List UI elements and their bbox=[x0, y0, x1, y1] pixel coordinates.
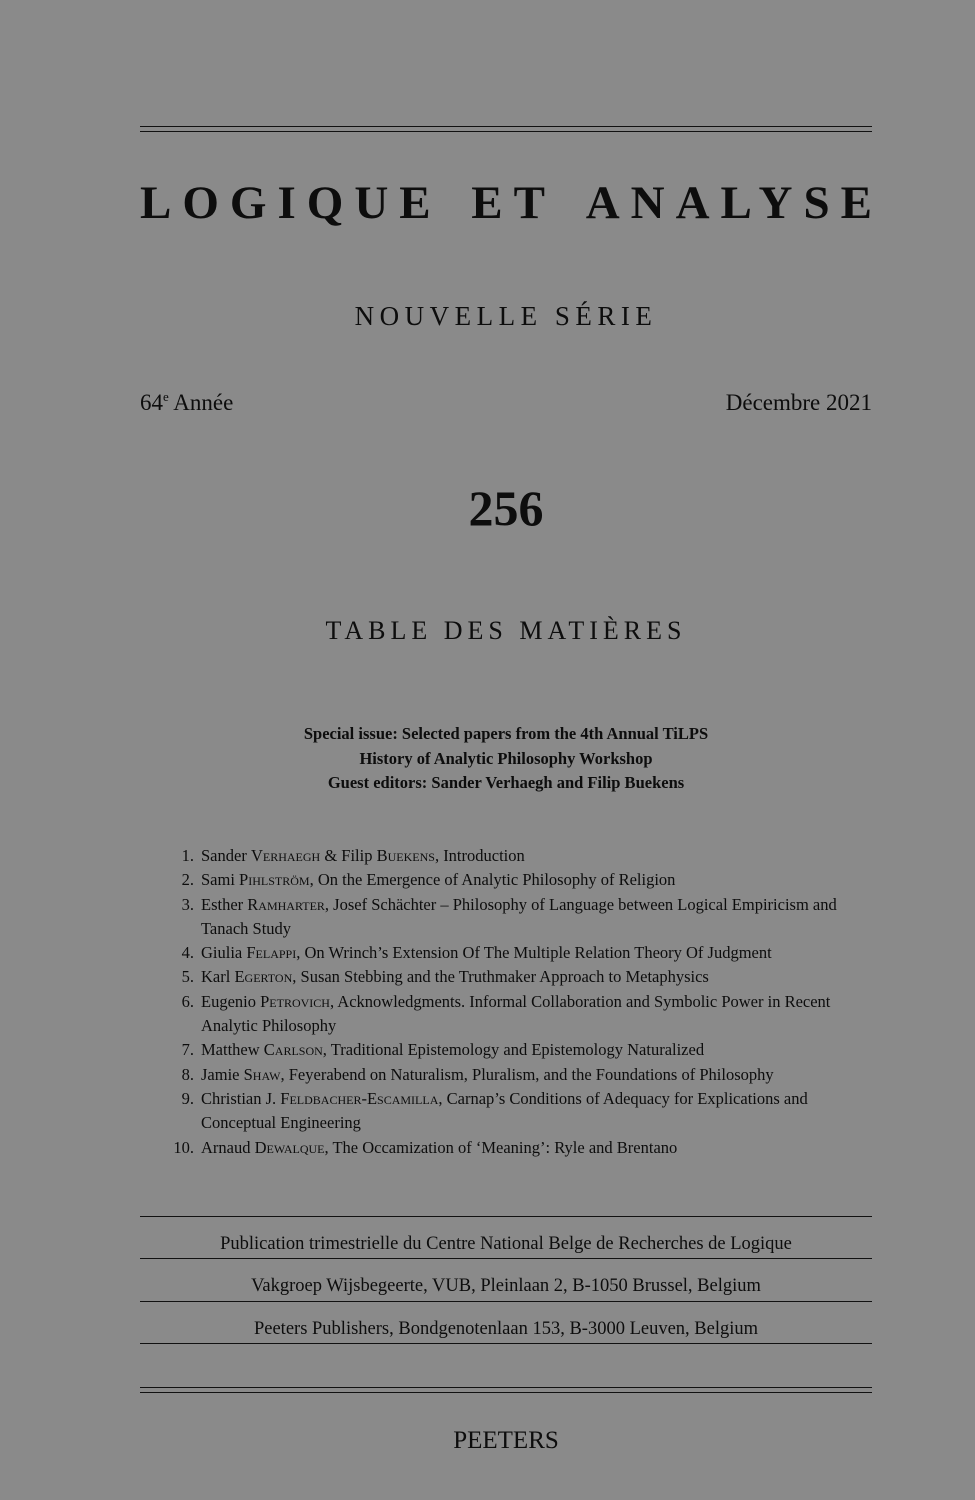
journal-title-word-3: ANALYSE bbox=[585, 177, 883, 229]
publication-line-2: Vakgroep Wijsbegeerte, VUB, Pleinlaan 2, B-1050 Brussel, Belgium bbox=[251, 1276, 761, 1296]
author-first-name: Karl bbox=[201, 967, 235, 987]
article-title: , On the Emergence of Analytic Philosophy of Religion bbox=[309, 870, 676, 890]
article-entry bbox=[201, 941, 862, 965]
issue-date: Décembre 2021 bbox=[725, 390, 872, 415]
author-first-name: Matthew bbox=[201, 1040, 264, 1060]
author-last-name: Ramharter bbox=[247, 894, 325, 914]
article-title: , Traditional Epistemology and Epistemology Naturalized bbox=[322, 1040, 705, 1060]
list-item bbox=[162, 990, 862, 1039]
article-title: , Susan Stebbing and the Truthmaker Approach to Metaphysics bbox=[292, 967, 709, 987]
pub-rule-4 bbox=[140, 1343, 872, 1344]
article-number: 10. bbox=[173, 1137, 194, 1157]
article-number: 8. bbox=[181, 1064, 194, 1084]
article-title: , Josef Schächter – Philosophy of Language between Logical Empiricism and Tanach Study bbox=[201, 894, 837, 938]
special-issue-line-2: History of Analytic Philosophy Workshop bbox=[359, 748, 653, 768]
article-title: , Feyerabend on Naturalism, Pluralism, and the Foundations of Philosophy bbox=[280, 1064, 774, 1084]
author-first-name: Eugenio bbox=[201, 991, 261, 1011]
article-entry bbox=[201, 1087, 862, 1136]
author-last-name: Egerton bbox=[234, 967, 293, 987]
author-separator: & Filip bbox=[320, 846, 377, 865]
author-last-name: Feldbacher-Escamilla bbox=[280, 1088, 439, 1108]
author-last-name: Verhaegh bbox=[250, 846, 321, 865]
series-label: NOUVELLE SÉRIE bbox=[354, 301, 658, 331]
author-last-name: Dewalque bbox=[254, 1137, 325, 1157]
pub-rule-3 bbox=[140, 1301, 872, 1302]
journal-title-word-2: ET bbox=[471, 177, 556, 229]
author-first-name: Jamie bbox=[201, 1064, 244, 1084]
author-last-name: Carlson bbox=[263, 1040, 323, 1060]
article-entry bbox=[201, 1038, 862, 1062]
top-rule-1 bbox=[140, 126, 872, 127]
issue-number: 256 bbox=[468, 480, 544, 536]
article-title: , Acknowledgments. Informal Collaboration and Symbolic Power in Recent Analytic Philosophy bbox=[201, 991, 831, 1036]
bottom-rule-1 bbox=[140, 1387, 872, 1388]
author-last-name: Pihlström bbox=[239, 870, 310, 890]
volume-year bbox=[140, 388, 233, 418]
author-first-name: Christian J. bbox=[201, 1088, 281, 1108]
year-word: Année bbox=[173, 390, 234, 415]
article-title: , Carnap’s Conditions of Adequacy for Explications and Conceptual Engineering bbox=[201, 1088, 808, 1133]
bottom-rule-2 bbox=[140, 1392, 872, 1393]
list-item bbox=[162, 893, 862, 942]
pub-rule-1 bbox=[140, 1216, 872, 1217]
list-item bbox=[162, 1136, 862, 1160]
article-entry bbox=[201, 844, 862, 868]
list-item bbox=[162, 941, 862, 965]
list-item bbox=[162, 1038, 862, 1062]
special-issue-line-3: Guest editors: Sander Verhaegh and Filip Buekens bbox=[327, 773, 685, 792]
year-number: 64 bbox=[140, 390, 163, 415]
list-item bbox=[162, 965, 862, 989]
article-number: 7. bbox=[181, 1040, 194, 1060]
article-entry bbox=[201, 868, 862, 892]
article-number: 6. bbox=[181, 991, 194, 1011]
article-title: , The Occamization of ‘Meaning’: Ryle and Brentano bbox=[324, 1137, 678, 1157]
article-number: 2. bbox=[181, 870, 194, 890]
journal-title bbox=[140, 176, 883, 230]
special-issue-block bbox=[140, 722, 872, 796]
article-number: 3. bbox=[181, 894, 194, 914]
year-superscript: e bbox=[163, 389, 169, 404]
article-entry bbox=[201, 965, 862, 989]
article-number: 1. bbox=[181, 846, 194, 865]
list-item bbox=[162, 868, 862, 892]
pub-rule-2 bbox=[140, 1258, 872, 1259]
article-entry bbox=[201, 893, 862, 942]
list-item bbox=[162, 1063, 862, 1087]
publication-line-3: Peeters Publishers, Bondgenotenlaan 153, B-3000 Leuven, Belgium bbox=[253, 1319, 759, 1339]
article-entry bbox=[201, 1136, 862, 1160]
author-first-name: Giulia bbox=[201, 943, 247, 963]
author-first-name: Sander bbox=[201, 846, 251, 865]
author-first-name: Sami bbox=[201, 870, 240, 890]
article-entry bbox=[201, 990, 862, 1039]
list-item bbox=[162, 844, 862, 868]
author-last-name: Felappi bbox=[246, 943, 297, 963]
special-issue-line-1: Special issue: Selected papers from the 4th Annual TiLPS bbox=[303, 724, 709, 743]
toc-heading: TABLE DES MATIÈRES bbox=[325, 616, 687, 645]
article-number: 9. bbox=[181, 1088, 194, 1108]
publisher-name: PEETERS bbox=[453, 1427, 559, 1454]
article-title: , Introduction bbox=[434, 846, 525, 865]
article-list bbox=[162, 844, 862, 1160]
journal-title-word-1: LOGIQUE bbox=[140, 177, 442, 229]
article-title: , On Wrinch’s Extension Of The Multiple Relation Theory Of Judgment bbox=[296, 943, 772, 963]
article-number: 5. bbox=[181, 967, 194, 987]
article-number: 4. bbox=[181, 943, 194, 963]
top-rule-2 bbox=[140, 131, 872, 132]
author-last-name: Petrovich bbox=[260, 991, 330, 1011]
author-first-name: Esther bbox=[201, 894, 248, 914]
article-entry bbox=[201, 1063, 862, 1087]
publication-line-1: Publication trimestrielle du Centre National Belge de Recherches de Logique bbox=[220, 1234, 792, 1254]
author-last-name: Shaw bbox=[243, 1064, 281, 1084]
second-author-last-name: Buekens bbox=[376, 846, 435, 865]
list-item bbox=[162, 1087, 862, 1136]
author-first-name: Arnaud bbox=[201, 1137, 255, 1157]
